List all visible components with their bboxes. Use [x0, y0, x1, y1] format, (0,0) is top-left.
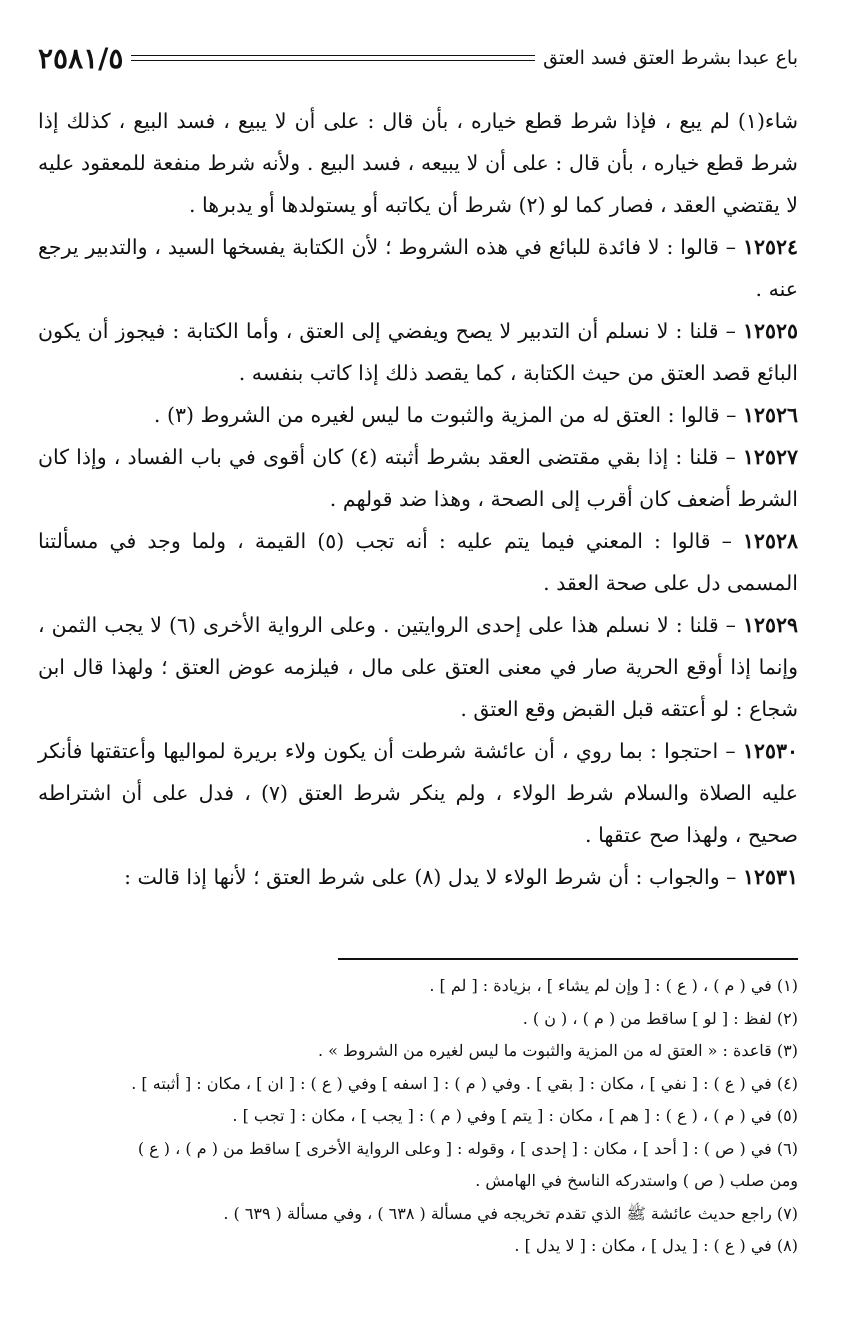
paragraph-number: ١٢٥٣٠	[742, 739, 798, 763]
footnote: (٥) في ( م ) ، ( ع ) : [ هم ] ، مكان : [ يتم ] وفي ( م ) : [ يجب ] ، مكان : [ تجب ] .	[232, 1106, 798, 1125]
intro-line: إذا شرط قطع خياره ، بأن قال : على أن لا يبيعه ، فسد البيع . ولأنه شرط منفعة للمعقود	[38, 109, 798, 175]
paragraph-text: – والجواب : أن شرط الولاء لا يدل (٨) على شرط العتق ؛ لأنها إذا قالت :	[124, 865, 737, 889]
footnote: (٨) في ( ع ) : [ يدل ] ، مكان : [ لا يدل ] .	[514, 1236, 798, 1255]
footnote-separator	[338, 958, 798, 960]
footnote: (٦) في ( ص ) : [ أحد ] ، مكان : [ إحدى ] ، وقوله : [ وعلى الرواية الأخرى ] ساقط من ( م ) ، ( ع )	[137, 1138, 798, 1158]
paragraph-number: ١٢٥٣١	[742, 865, 798, 889]
paragraph-text: – قالوا : العتق له من المزية والثبوت ما ليس لغيره من الشروط (٣) .	[153, 403, 737, 427]
paragraph-number: ١٢٥٢٦	[742, 403, 798, 427]
numbered-paragraph	[38, 856, 798, 898]
footnotes	[38, 970, 798, 1263]
intro-line: شاء(١) لم يبع ، فإذا شرط قطع خياره ، بأن قال : على أن لا يبيع ، فسد البيع ، كذلك	[66, 109, 798, 133]
footnote: ومن صلب ( ص ) واستدركه الناسخ في الهامش .	[475, 1171, 798, 1190]
footnote: (٣) قاعدة : « العتق له من المزية والثبوت ما ليس لغيره من الشروط » .	[317, 1041, 798, 1060]
paragraph-text: – قالوا : لا فائدة للبائع في هذه الشروط ؛ لأن الكتابة يفسخها السيد ، والتدبير يرجع عنه .	[38, 235, 798, 301]
numbered-paragraph	[38, 436, 798, 520]
footnote: (٤) في ( ع ) : [ نفي ] ، مكان : [ بقي ] . وفي ( م ) : [ اسفه ] وفي ( ع ) : [ ان ] ، مكان : [ أثبته ] .	[131, 1073, 798, 1093]
paragraph-number: ١٢٥٢٤	[742, 235, 798, 259]
intro-line: عليه لا يقتضي العقد ، فصار كما لو (٢) شرط أن يكاتبه أو يستولدها أو يدبرها .	[38, 151, 798, 217]
paragraph-text: – احتجوا : بما روي ، أن عائشة شرطت أن يكون ولاء بريرة لمواليها وأعتقتها فأنكر عليه الصلاة والسلام شرط الولاء ، ولم ينكر شرط العتق (٧) ، فدل على أن اشتراطه صحيح ، ولهذا صح عتقها .	[38, 739, 798, 847]
paragraph-text: – قلنا : لا نسلم أن التدبير لا يصح ويفضي إلى العتق ، وأما الكتابة : فيجوز أن يكون البائع قصد العتق من حيث الكتابة ، كما يقصد ذلك إذا كاتب بنفسه .	[38, 319, 798, 385]
paragraph-text: – قالوا : المعني فيما يتم عليه : أنه تجب (٥) القيمة ، ولما وجد في مسألتنا المسمى دل على صحة العقد .	[38, 529, 798, 595]
intro-paragraph	[38, 100, 798, 226]
numbered-paragraph	[38, 226, 798, 310]
numbered-paragraph	[38, 394, 798, 436]
paragraph-number: ١٢٥٢٧	[742, 445, 798, 469]
paragraph-text: – قلنا : لا نسلم هذا على إحدى الروايتين . وعلى الرواية الأخرى (٦) لا يجب الثمن ، وإنما إذا أوقع الحرية صار في معنى العتق على مال ، فيلزمه عوض العتق ؛ ولهذا قال ابن شجاع : لو أعتقه قبل القبض وقع العتق .	[38, 613, 798, 721]
footnote: (١) في ( م ) ، ( ع ) : [ وإن لم يشاء ] ، بزيادة : [ لم ] .	[429, 976, 798, 995]
paragraph-number: ١٢٥٢٨	[742, 529, 798, 553]
paragraph-number: ١٢٥٢٩	[742, 613, 798, 637]
numbered-paragraph	[38, 604, 798, 730]
header-rule	[131, 55, 535, 61]
page-number: ٢٥٨١/٥	[38, 41, 124, 75]
numbered-paragraph	[38, 520, 798, 604]
numbered-paragraph	[38, 730, 798, 856]
numbered-paragraph	[38, 310, 798, 394]
paragraph-text: – قلنا : إذا بقي مقتضى العقد بشرط أثبته (٤) كان أقوى في باب الفساد ، وإذا كان الشرط أضعف كان أقرب إلى الصحة ، وهذا ضد قولهم .	[38, 445, 798, 511]
running-title: باع عبدا بشرط العتق فسد العتق	[543, 47, 798, 69]
main-text	[38, 100, 798, 898]
paragraph-number: ١٢٥٢٥	[742, 319, 798, 343]
footnote: (٧) راجع حديث عائشة ﷺ الذي تقدم تخريجه في مسألة ( ٦٣٨ ) ، وفي مسألة ( ٦٣٩ ) .	[223, 1203, 798, 1223]
page-header	[38, 38, 798, 78]
footnote: (٢) لفظ : [ لو ] ساقط من ( م ) ، ( ن ) .	[522, 1008, 798, 1028]
